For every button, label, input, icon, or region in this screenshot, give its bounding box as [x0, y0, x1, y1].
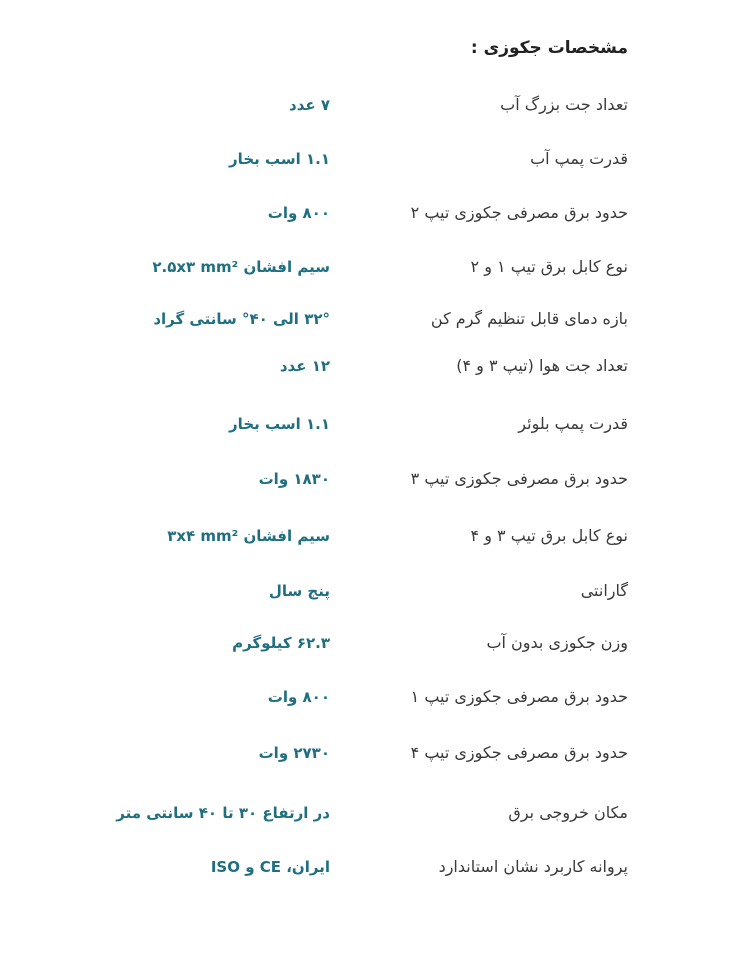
spec-label: مکان خروجی برق [508, 803, 628, 822]
spec-label: حدود برق مصرفی جکوزی تیپ ۱ [410, 687, 628, 706]
spec-row [0, 677, 750, 717]
spec-value: ۲۷۳۰ وات [258, 744, 330, 762]
spec-value: ۸۰۰ وات [267, 688, 330, 706]
spec-label: پروانه کاربرد نشان استاندارد [438, 857, 628, 876]
spec-value: در ارتفاع ۳۰ تا ۴۰ سانتی متر [116, 804, 330, 822]
spec-row [0, 847, 750, 887]
spec-value: سیم افشان ۲.۵x۳ mm² [152, 258, 330, 276]
spec-label: نوع کابل برق تیپ ۱ و ۲ [470, 257, 628, 276]
spec-value: ایران، CE و ISO [210, 858, 330, 876]
spec-value: ۶۲.۳ کیلوگرم [232, 634, 330, 652]
spec-value: سیم افشان ۳x۴ mm² [167, 527, 330, 545]
spec-value: ۱.۱ اسب بخار [229, 415, 330, 433]
spec-value: ۳۲° الی ۴۰° سانتی گراد [153, 310, 330, 328]
spec-label: قدرت پمپ بلوئر [518, 414, 628, 433]
spec-row [0, 247, 750, 287]
spec-label: تعداد جت بزرگ آب [500, 95, 628, 114]
spec-row [0, 404, 750, 444]
spec-row [0, 139, 750, 179]
spec-label: گارانتی [580, 581, 628, 600]
spec-value: ۱.۱ اسب بخار [229, 150, 330, 168]
spec-row [0, 623, 750, 663]
spec-label: قدرت پمپ آب [530, 149, 628, 168]
page-title: مشخصات جکوزی : [470, 38, 628, 58]
spec-row [0, 346, 750, 386]
spec-row [0, 299, 750, 339]
spec-row [0, 193, 750, 233]
spec-value: ۷ عدد [289, 96, 330, 114]
spec-row [0, 459, 750, 499]
spec-row [0, 733, 750, 773]
spec-label: بازه دمای قابل تنظیم گرم کن [430, 309, 628, 328]
spec-label: حدود برق مصرفی جکوزی تیپ ۲ [410, 203, 628, 222]
spec-label: حدود برق مصرفی جکوزی تیپ ۳ [410, 469, 628, 488]
spec-value: ۱۸۳۰ وات [258, 470, 330, 488]
spec-label: وزن جکوزی بدون آب [486, 633, 628, 652]
spec-row [0, 516, 750, 556]
spec-label: حدود برق مصرفی جکوزی تیپ ۴ [410, 743, 628, 762]
spec-value: ۸۰۰ وات [267, 204, 330, 222]
spec-row [0, 793, 750, 833]
spec-value: ۱۲ عدد [279, 357, 330, 375]
spec-label: تعداد جت هوا (تیپ ۳ و ۴) [456, 356, 628, 375]
spec-label: نوع کابل برق تیپ ۳ و ۴ [470, 526, 628, 545]
spec-row [0, 571, 750, 611]
spec-row [0, 85, 750, 125]
spec-value: پنج سال [268, 582, 330, 600]
